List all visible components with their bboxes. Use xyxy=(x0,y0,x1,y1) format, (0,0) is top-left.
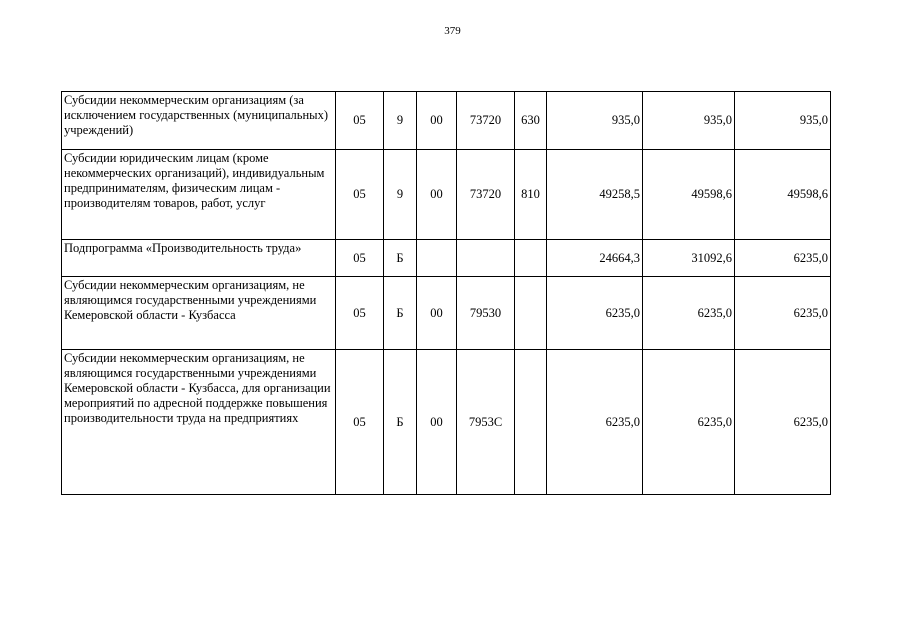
amount-year-3: 6235,0 xyxy=(735,350,831,495)
target-code: 73720 xyxy=(457,150,515,240)
page-number: 379 xyxy=(444,25,461,37)
expense-kind-code: 630 xyxy=(515,92,547,150)
amount-year-3: 935,0 xyxy=(735,92,831,150)
program-code: 9 xyxy=(384,150,417,240)
row-name: Подпрограмма «Производительность труда» xyxy=(62,240,336,277)
subprogram-code: 00 xyxy=(417,350,457,495)
expense-kind-code xyxy=(515,277,547,350)
amount-year-1: 24664,3 xyxy=(547,240,643,277)
amount-year-3: 6235,0 xyxy=(735,240,831,277)
budget-table xyxy=(61,91,831,495)
amount-year-1: 6235,0 xyxy=(547,277,643,350)
amount-year-1: 6235,0 xyxy=(547,350,643,495)
table-row xyxy=(62,92,831,150)
row-name: Субсидии некоммерческим организациям (за исключением государственных (муниципальных) учреждений) xyxy=(62,92,336,150)
subprogram-code xyxy=(417,240,457,277)
program-code: 9 xyxy=(384,92,417,150)
amount-year-2: 6235,0 xyxy=(643,350,735,495)
expense-kind-code xyxy=(515,350,547,495)
section-code: 05 xyxy=(336,277,384,350)
amount-year-2: 31092,6 xyxy=(643,240,735,277)
target-code: 7953С xyxy=(457,350,515,495)
section-code: 05 xyxy=(336,92,384,150)
expense-kind-code xyxy=(515,240,547,277)
subprogram-code: 00 xyxy=(417,277,457,350)
amount-year-1: 935,0 xyxy=(547,92,643,150)
amount-year-1: 49258,5 xyxy=(547,150,643,240)
program-code: Б xyxy=(384,277,417,350)
amount-year-3: 49598,6 xyxy=(735,150,831,240)
row-name: Субсидии некоммерческим организациям, не являющимся государственными учреждениями Кемеровской области - Кузбасса xyxy=(62,277,336,350)
table-row xyxy=(62,277,831,350)
amount-year-2: 935,0 xyxy=(643,92,735,150)
table-row xyxy=(62,240,831,277)
target-code: 73720 xyxy=(457,92,515,150)
row-name: Субсидии юридическим лицам (кроме некоммерческих организаций), индивидуальным предпринимателям, физическим лицам - производителям товаров, работ, услуг xyxy=(62,150,336,240)
amount-year-2: 6235,0 xyxy=(643,277,735,350)
program-code: Б xyxy=(384,350,417,495)
section-code: 05 xyxy=(336,240,384,277)
subprogram-code: 00 xyxy=(417,150,457,240)
target-code: 79530 xyxy=(457,277,515,350)
amount-year-2: 49598,6 xyxy=(643,150,735,240)
table-row xyxy=(62,150,831,240)
amount-year-3: 6235,0 xyxy=(735,277,831,350)
program-code: Б xyxy=(384,240,417,277)
section-code: 05 xyxy=(336,150,384,240)
expense-kind-code: 810 xyxy=(515,150,547,240)
table-row xyxy=(62,350,831,495)
subprogram-code: 00 xyxy=(417,92,457,150)
section-code: 05 xyxy=(336,350,384,495)
row-name: Субсидии некоммерческим организациям, не являющимся государственными учреждениями Кемеровской области - Кузбасса, для организации мероприятий по адресной поддержке повышения производительности труда на предприятиях xyxy=(62,350,336,495)
target-code xyxy=(457,240,515,277)
